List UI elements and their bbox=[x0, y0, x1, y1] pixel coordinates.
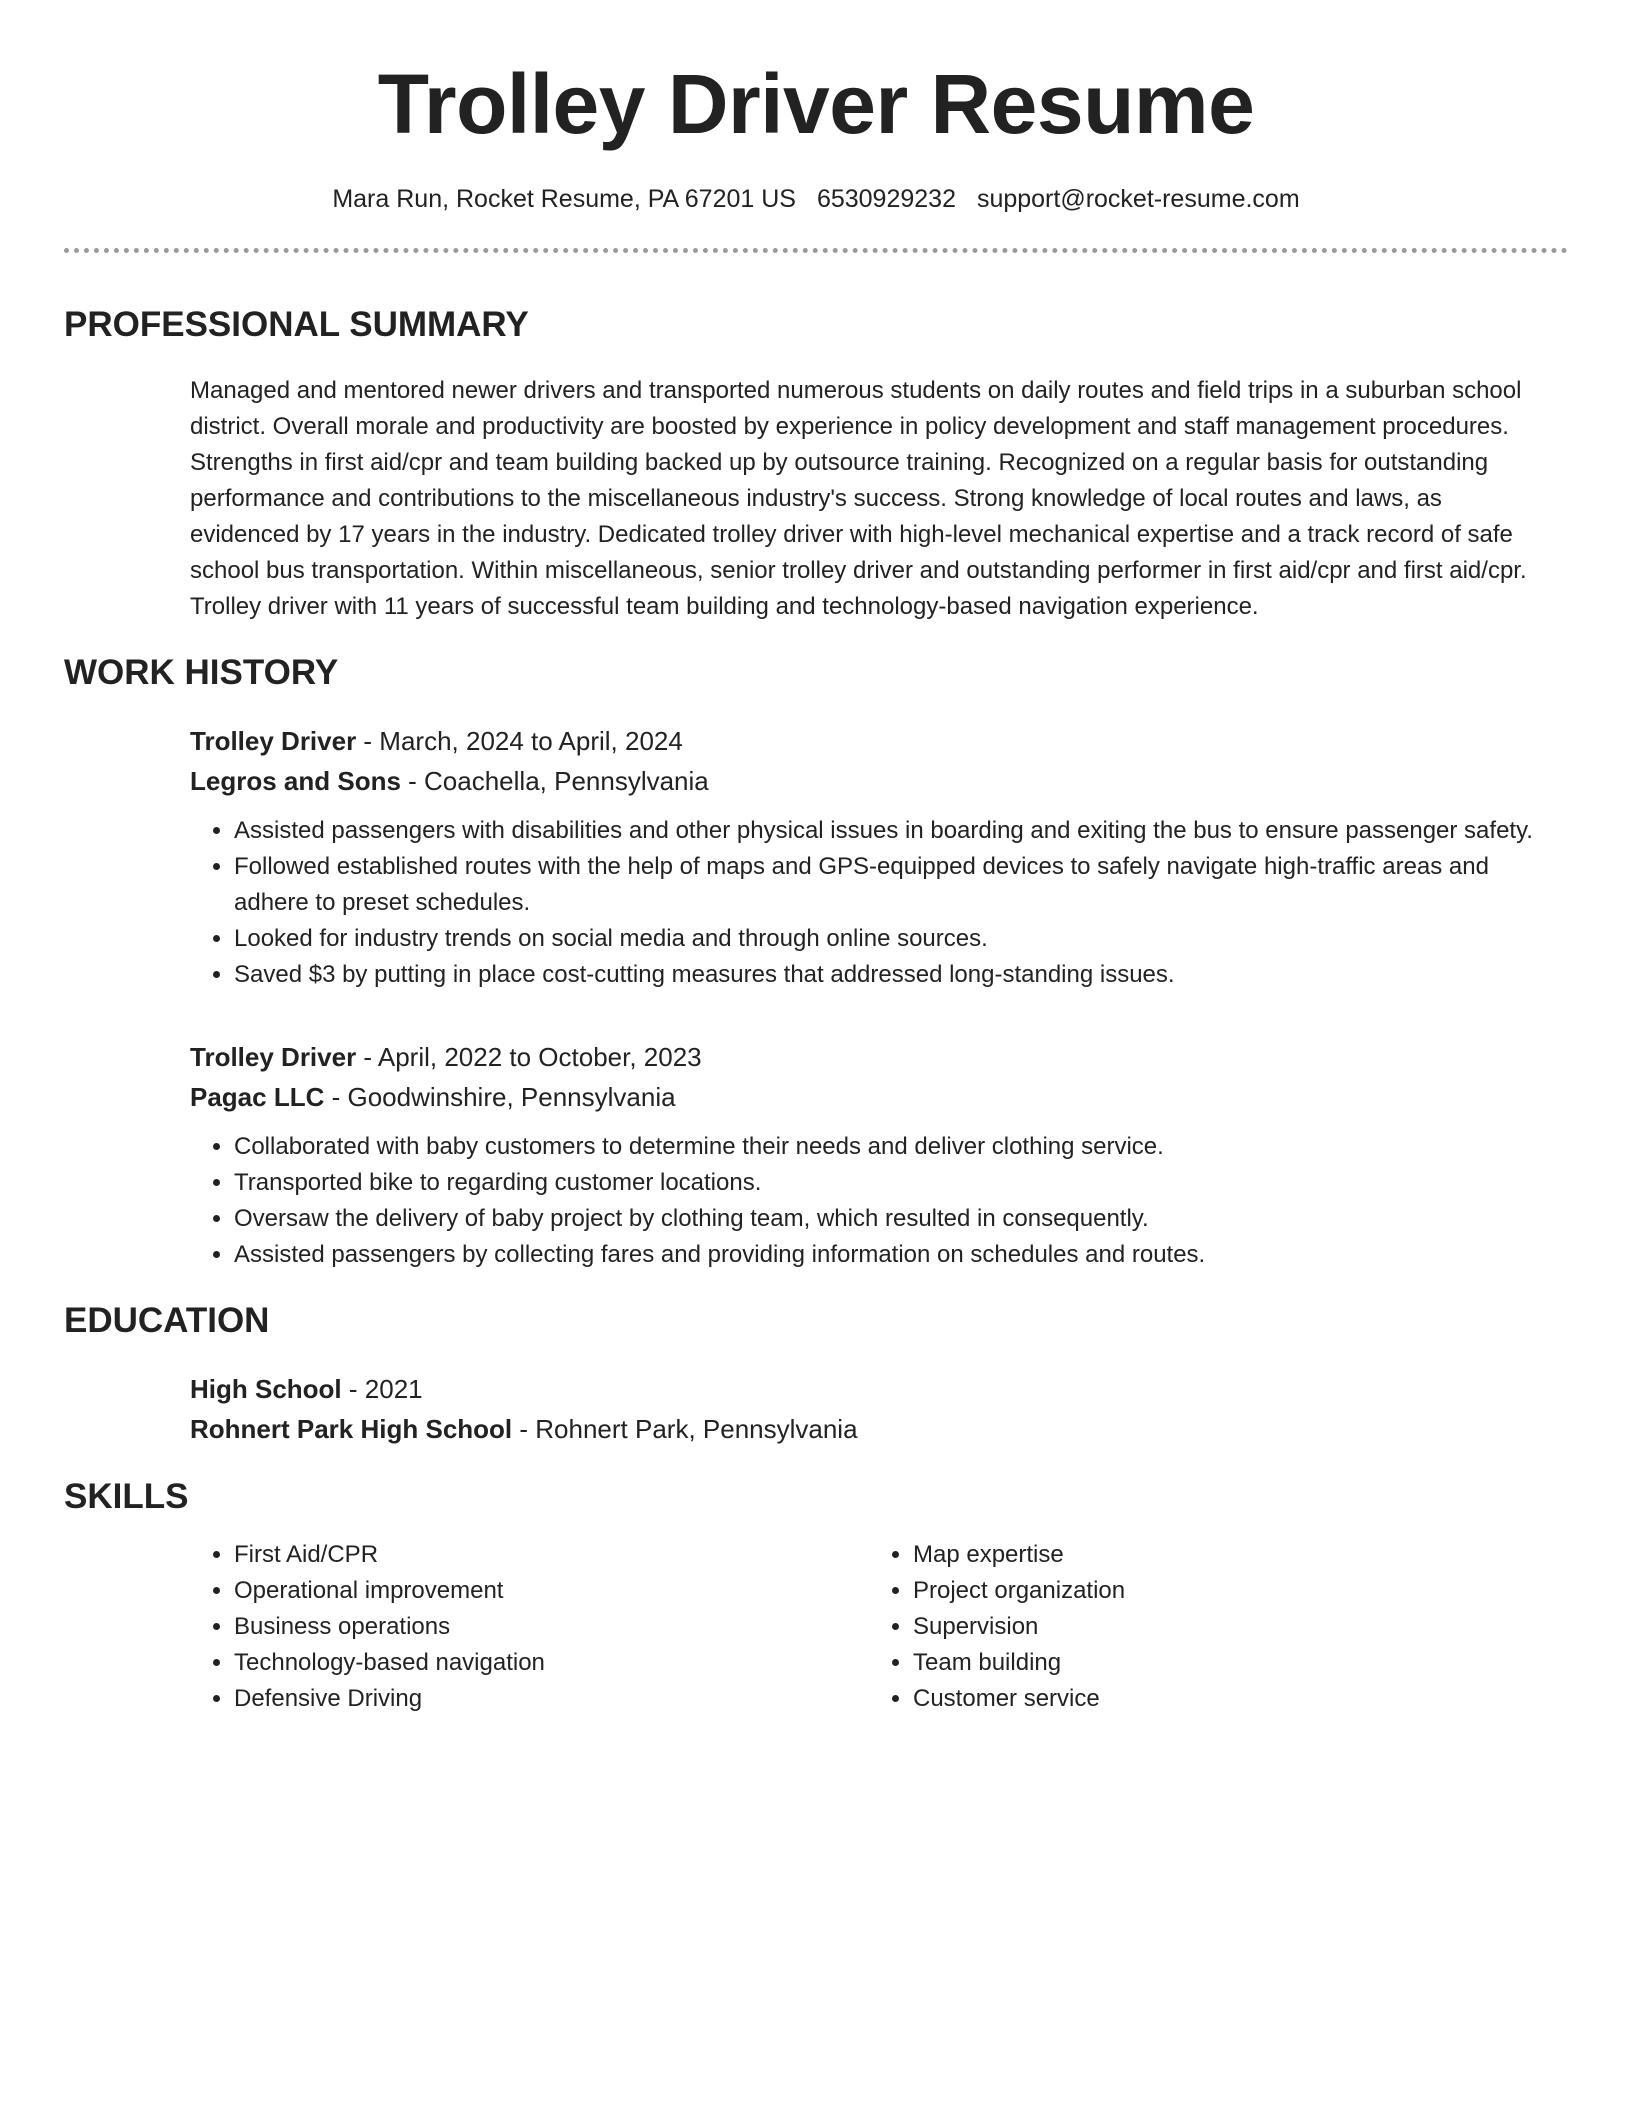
job-bullet: • Assisted passengers by collecting fares and providing information on schedules and routes. bbox=[234, 1237, 1548, 1273]
summary-body bbox=[64, 373, 1568, 625]
job-bullet: • Looked for industry trends on social media and through online sources. bbox=[234, 921, 1548, 957]
skills-section bbox=[64, 1475, 1568, 1717]
job-bullet: • Followed established routes with the help of maps and GPS-equipped devices to safely navigate high-traffic areas and adhere to preset schedules. bbox=[234, 849, 1548, 921]
work-history-body bbox=[64, 721, 1568, 1273]
job-company-line bbox=[190, 761, 1548, 801]
job-bullet: • Oversaw the delivery of baby project by clothing team, which resulted in consequently. bbox=[234, 1201, 1548, 1237]
job-dates: - April, 2022 to October, 2023 bbox=[356, 1042, 702, 1072]
job-entry bbox=[190, 721, 1548, 993]
contact-address: Mara Run, Rocket Resume, PA 67201 US bbox=[332, 185, 796, 213]
education-year: - 2021 bbox=[341, 1374, 423, 1404]
job-dates: - March, 2024 to April, 2024 bbox=[356, 726, 683, 756]
skill-item: • Project organization bbox=[913, 1573, 1548, 1609]
contact-email: support@rocket-resume.com bbox=[976, 185, 1300, 213]
summary-section bbox=[64, 303, 1568, 625]
skill-item: • Defensive Driving bbox=[234, 1681, 869, 1717]
skill-item: • Team building bbox=[913, 1645, 1548, 1681]
education-heading: EDUCATION bbox=[64, 1301, 270, 1340]
skill-item: • First Aid/CPR bbox=[234, 1537, 869, 1573]
work-history-heading: WORK HISTORY bbox=[64, 653, 339, 692]
job-entry bbox=[190, 1037, 1548, 1273]
summary-heading: PROFESSIONAL SUMMARY bbox=[64, 305, 529, 344]
education-school-line bbox=[190, 1409, 1548, 1449]
job-company: Legros and Sons bbox=[190, 766, 401, 796]
job-title-line bbox=[190, 1037, 1548, 1077]
skills-body bbox=[64, 1537, 1568, 1717]
resume-title: Trolley Driver Resume bbox=[377, 57, 1255, 151]
job-location: - Coachella, Pennsylvania bbox=[400, 766, 709, 796]
education-school: Rohnert Park High School bbox=[190, 1414, 513, 1444]
job-bullet: • Collaborated with baby customers to determine their needs and deliver clothing service. bbox=[234, 1129, 1548, 1165]
skill-item: • Customer service bbox=[913, 1681, 1548, 1717]
education-degree-line bbox=[190, 1369, 1548, 1409]
job-bullet: • Transported bike to regarding customer locations. bbox=[234, 1165, 1548, 1201]
skill-item: • Supervision bbox=[913, 1609, 1548, 1645]
education-section bbox=[64, 1299, 1568, 1449]
skill-item: • Map expertise bbox=[913, 1537, 1548, 1573]
job-bullets bbox=[190, 813, 1548, 993]
education-body bbox=[64, 1369, 1568, 1449]
job-company: Pagac LLC bbox=[190, 1082, 325, 1112]
work-history-section bbox=[64, 651, 1568, 1273]
skills-column-left bbox=[190, 1537, 869, 1717]
education-location: - Rohnert Park, Pennsylvania bbox=[512, 1414, 858, 1444]
skill-item: • Operational improvement bbox=[234, 1573, 869, 1609]
job-title: Trolley Driver bbox=[190, 726, 357, 756]
skills-grid bbox=[190, 1537, 1548, 1717]
job-bullet: • Assisted passengers with disabilities and other physical issues in boarding and exiting the bus to ensure passenger safety. bbox=[234, 813, 1548, 849]
job-title-line bbox=[190, 721, 1548, 761]
skills-column-right bbox=[869, 1537, 1548, 1717]
contact-line bbox=[64, 182, 1568, 216]
skills-heading: SKILLS bbox=[64, 1477, 189, 1516]
job-location: - Goodwinshire, Pennsylvania bbox=[324, 1082, 676, 1112]
job-title: Trolley Driver bbox=[190, 1042, 357, 1072]
contact-phone: 6530929232 bbox=[816, 185, 956, 213]
header-divider bbox=[64, 248, 1568, 253]
job-bullets bbox=[190, 1129, 1548, 1273]
education-degree: High School bbox=[190, 1374, 342, 1404]
job-company-line bbox=[190, 1077, 1548, 1117]
skill-item: • Business operations bbox=[234, 1609, 869, 1645]
job-bullet: • Saved $3 by putting in place cost-cutting measures that addressed long-standing issues. bbox=[234, 957, 1548, 993]
summary-text: Managed and mentored newer drivers and transported numerous students on daily routes and field trips in a suburban school district. Overall morale and productivity are boosted by experience in policy development and staff management procedures. Strengths in first aid/cpr and team building backed up by outsource training. Recognized on a regular basis for outstanding performance and contributions to the miscellaneous industry's success. Strong knowledge of local routes and laws, as evidenced by 17 years in the industry. Dedicated trolley driver with high-level mechanical expertise and a track record of safe school bus transportation. Within miscellaneous, senior trolley driver and outstanding performer in first aid/cpr and first aid/cpr. Trolley driver with 11 years of successful team building and technology-based navigation experience. bbox=[190, 377, 1527, 620]
skill-item: • Technology-based navigation bbox=[234, 1645, 869, 1681]
